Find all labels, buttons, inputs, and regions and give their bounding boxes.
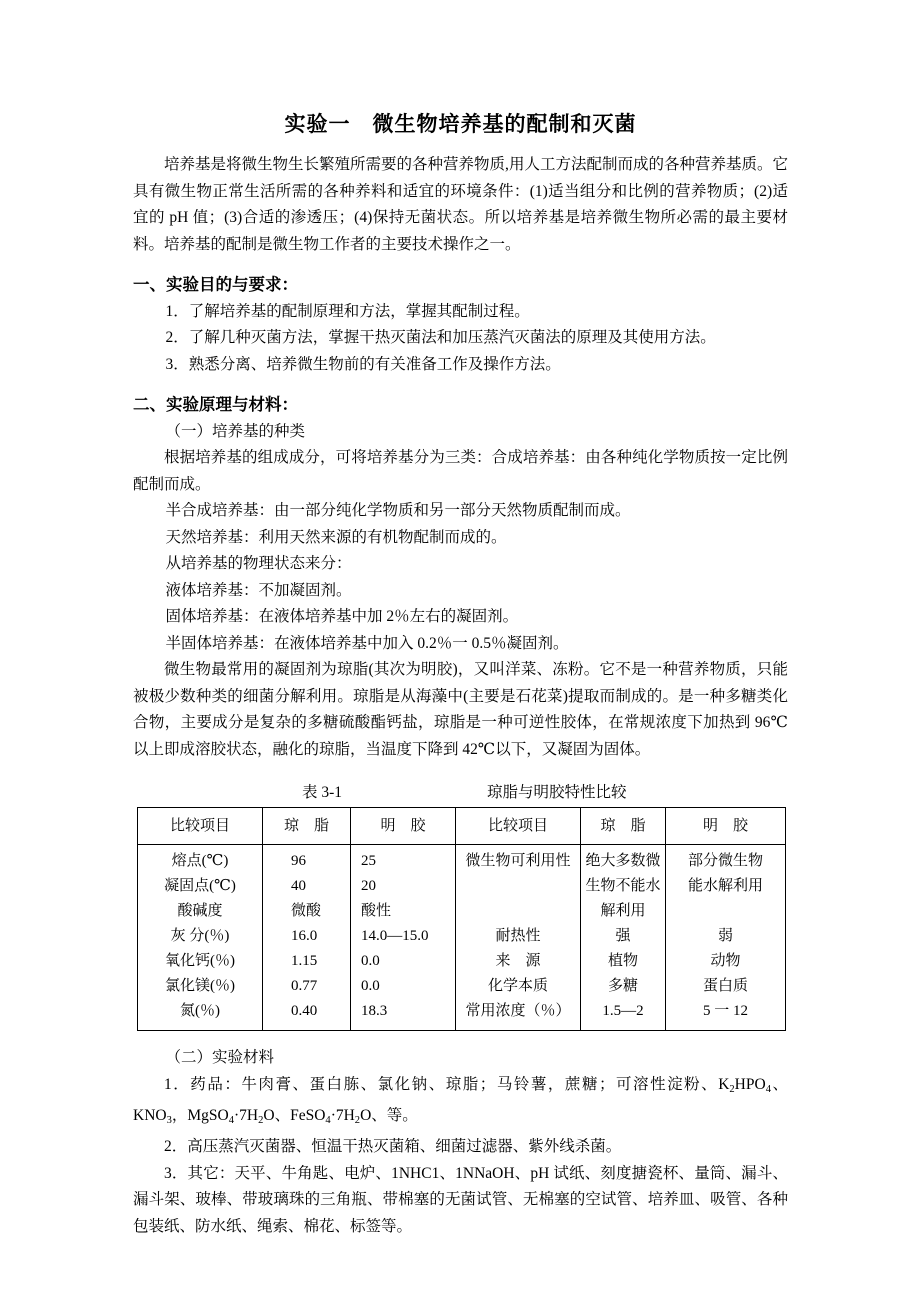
formula-k2hpo4: $K_2HPO_4$: [718, 1075, 771, 1095]
right-gelatin-stack: [666, 845, 785, 1030]
table-line: 16.0: [291, 928, 318, 944]
table-line: 弱: [717, 928, 733, 944]
table-line: 多糖: [607, 978, 638, 994]
definition-solid: 固体培养基：在液体培养基中加 2％左右的凝固剂。: [165, 608, 519, 625]
table-line: 0.77: [291, 978, 318, 994]
section-heading-2: 二、实验原理与材料：: [133, 395, 298, 414]
table-cell-right-gelatin: [666, 845, 786, 1031]
table-line: 0.0: [361, 953, 380, 969]
formula-feso4-7h2o: $FeSO_4\cdot 7H_2O$: [290, 1106, 372, 1126]
table-line: 来 源: [495, 953, 541, 969]
objective-item-1: 1．了解培养基的配制原理和方法，掌握其配制过程。: [165, 302, 530, 320]
definition-physical-state: 从培养基的物理状态来分：: [165, 555, 352, 572]
table-line: 微生物可利用性: [465, 853, 571, 869]
table-header-cell-0: 比较项目: [138, 808, 263, 845]
objective-item-2: 2．了解几种灭菌方法，掌握干热灭菌法和加压蒸汽灭菌法的原理及其使用方法。: [165, 329, 716, 346]
table-line: 1.15: [291, 953, 318, 969]
table-cell-right-items: [456, 845, 581, 1031]
left-gelatin-stack: [351, 845, 455, 1030]
agar-paragraph: 微生物最常用的凝固剂为琼脂(其次为明胶)，又叫洋菜、冻粉。它不是一种营养物质，只能被极少数种类的细菌分解利用。琼脂是从海藻中(主要是石花菜)提取而制成的。是一种多糖类化合物，主要成分是复杂的多糖硫酸酯钙盐，琼脂是一种可逆性胶体，在常规浓度下加热到 96℃以上即成溶胶状态，融化的琼脂，当温度下降到 42℃以下，又凝固为固体。: [133, 661, 788, 758]
table-line: 18.3: [361, 1003, 388, 1019]
table-line: 强: [615, 928, 631, 944]
table-line: 氧化钙(％): [165, 953, 235, 969]
table-line: 耐热性: [495, 928, 541, 944]
materials-sep-1: 、: [770, 1075, 788, 1093]
table-line: 灰 分(％): [170, 928, 230, 944]
table-header-cell-3: 比较项目: [456, 808, 581, 845]
media-types-paragraph: 根据培养基的组成成分，可将培养基分为三类：合成培养基：由各种纯化学物质按一定比例配制而成。: [133, 449, 788, 493]
table-line: 能水解利用: [687, 878, 763, 894]
formula-kno3: $KNO_3$: [133, 1106, 172, 1126]
table-line: 凝固点(℃): [164, 878, 236, 894]
intro-paragraph: 培养基是将微生物生长繁殖所需要的各种营养物质,用人工方法配制而成的各种营养基质。它具有微生物正常生活所需的各种养料和适宜的环境条件：(1)适当组分和比例的营养物质；(2)适宜的 pH 值；(3)合适的渗透压；(4)保持无菌状态。所以培养基是培养微生物所必需的最主要材料。培养基的配制是微生物工作者的主要技术操作之一。: [133, 156, 788, 253]
table-cell-left-items: [138, 845, 263, 1031]
table-line: 氮(％): [180, 1003, 220, 1019]
materials-item-1-head: 1．药品：牛肉膏、蛋白胨、氯化钠、琼脂；马铃薯，蔗糖；可溶性淀粉、: [164, 1075, 719, 1093]
table-line: 解利用: [600, 903, 646, 919]
table-cell-left-gelatin: [351, 845, 456, 1031]
table-header-cell-2: 明 胶: [351, 808, 456, 845]
table-line: 1.5—2: [602, 1003, 644, 1019]
table-line: 5 一 12: [702, 1003, 748, 1019]
materials-item-1-tail: 、等。: [371, 1106, 418, 1124]
table-line: 25: [361, 853, 376, 869]
table-line: 酸性: [361, 903, 392, 919]
table-cell-left-agar: [263, 845, 351, 1031]
table-cell-right-agar: [581, 845, 666, 1031]
materials-item-3: 3．其它：天平、牛角匙、电炉、1NHC1、1NNaOH、pH 试纸、刻度搪瓷杯、量筒、漏斗、漏斗架、玻棒、带玻璃珠的三角瓶、带棉塞的无菌试管、无棉塞的空试管、培养皿、吸管、各种包装纸、防水纸、绳索、棉花、标签等。: [133, 1164, 788, 1235]
table-header-cell-4: 琼 脂: [581, 808, 666, 845]
table-line: 化学本质: [487, 978, 548, 994]
materials-item-1: [133, 1072, 788, 1135]
definition-semisynthetic: 半合成培养基：由一部分纯化学物质和另一部分天然物质配制而成。: [165, 502, 631, 519]
right-agar-stack: [581, 845, 665, 1030]
definition-natural: 天然培养基：利用天然来源的有机物配制而成的。: [165, 528, 507, 546]
comparison-table-block: [137, 781, 785, 1031]
table-caption-number: 表 3-1: [302, 784, 343, 801]
table-body-row: [138, 845, 786, 1031]
document-body: [133, 152, 788, 1240]
table-line: 酸碱度: [177, 903, 223, 919]
table-line: 0.40: [291, 1003, 318, 1019]
table-line: 部分微生物: [687, 853, 763, 869]
table-line: 96: [291, 853, 306, 869]
table-line: 蛋白质: [702, 978, 748, 994]
table-header-cell-5: 明 胶: [666, 808, 786, 845]
definition-liquid: 液体培养基：不加凝固剂。: [165, 581, 352, 599]
objective-item-3: 3．熟悉分离、培养微生物前的有关准备工作及操作方法。: [165, 355, 561, 373]
table-caption-title: 琼脂与明胶特性比较: [487, 784, 627, 801]
table-caption: [137, 781, 785, 805]
subsection-heading-1: （一）培养基的种类: [165, 422, 306, 440]
materials-item-2: 2．高压蒸汽灭菌器、恒温干热灭菌箱、细菌过滤器、紫外线杀菌。: [164, 1138, 622, 1156]
table-line: 20: [361, 878, 376, 894]
table-line: 常用浓度（％）: [465, 1003, 571, 1019]
table-line: 微酸: [291, 903, 322, 919]
left-item-stack: [138, 845, 262, 1030]
table-line: 14.0—15.0: [361, 928, 429, 944]
table-line: 绝大多数微: [585, 853, 661, 869]
agar-gelatin-comparison-table: [137, 807, 786, 1031]
definition-semisolid: 半固体培养基：在液体培养基中加入 0.2％一 0.5％凝固剂。: [165, 634, 569, 652]
table-header-row: [138, 808, 786, 845]
table-header-cell-1: 琼 脂: [263, 808, 351, 845]
table-line: 0.0: [361, 978, 380, 994]
page-title: 实验一 微生物培养基的配制和灭菌: [284, 112, 637, 136]
table-line: 40: [291, 878, 306, 894]
table-line: 动物: [710, 953, 741, 969]
section-heading-1: 一、实验目的与要求：: [133, 275, 298, 294]
left-agar-stack: [263, 845, 350, 1030]
table-line: 氯化镁(％): [165, 978, 235, 994]
materials-sep-3: 、: [274, 1106, 291, 1124]
right-item-stack: [456, 845, 580, 1030]
subsection-heading-2: （二）实验材料: [165, 1049, 275, 1066]
materials-sep-2: ，: [171, 1106, 188, 1124]
formula-mgso4-7h2o: $MgSO_4\cdot 7H_2O$: [187, 1106, 275, 1126]
table-line: 生物不能水: [585, 878, 661, 894]
table-line: 熔点(℃): [171, 853, 229, 869]
table-line: 植物: [607, 953, 638, 969]
